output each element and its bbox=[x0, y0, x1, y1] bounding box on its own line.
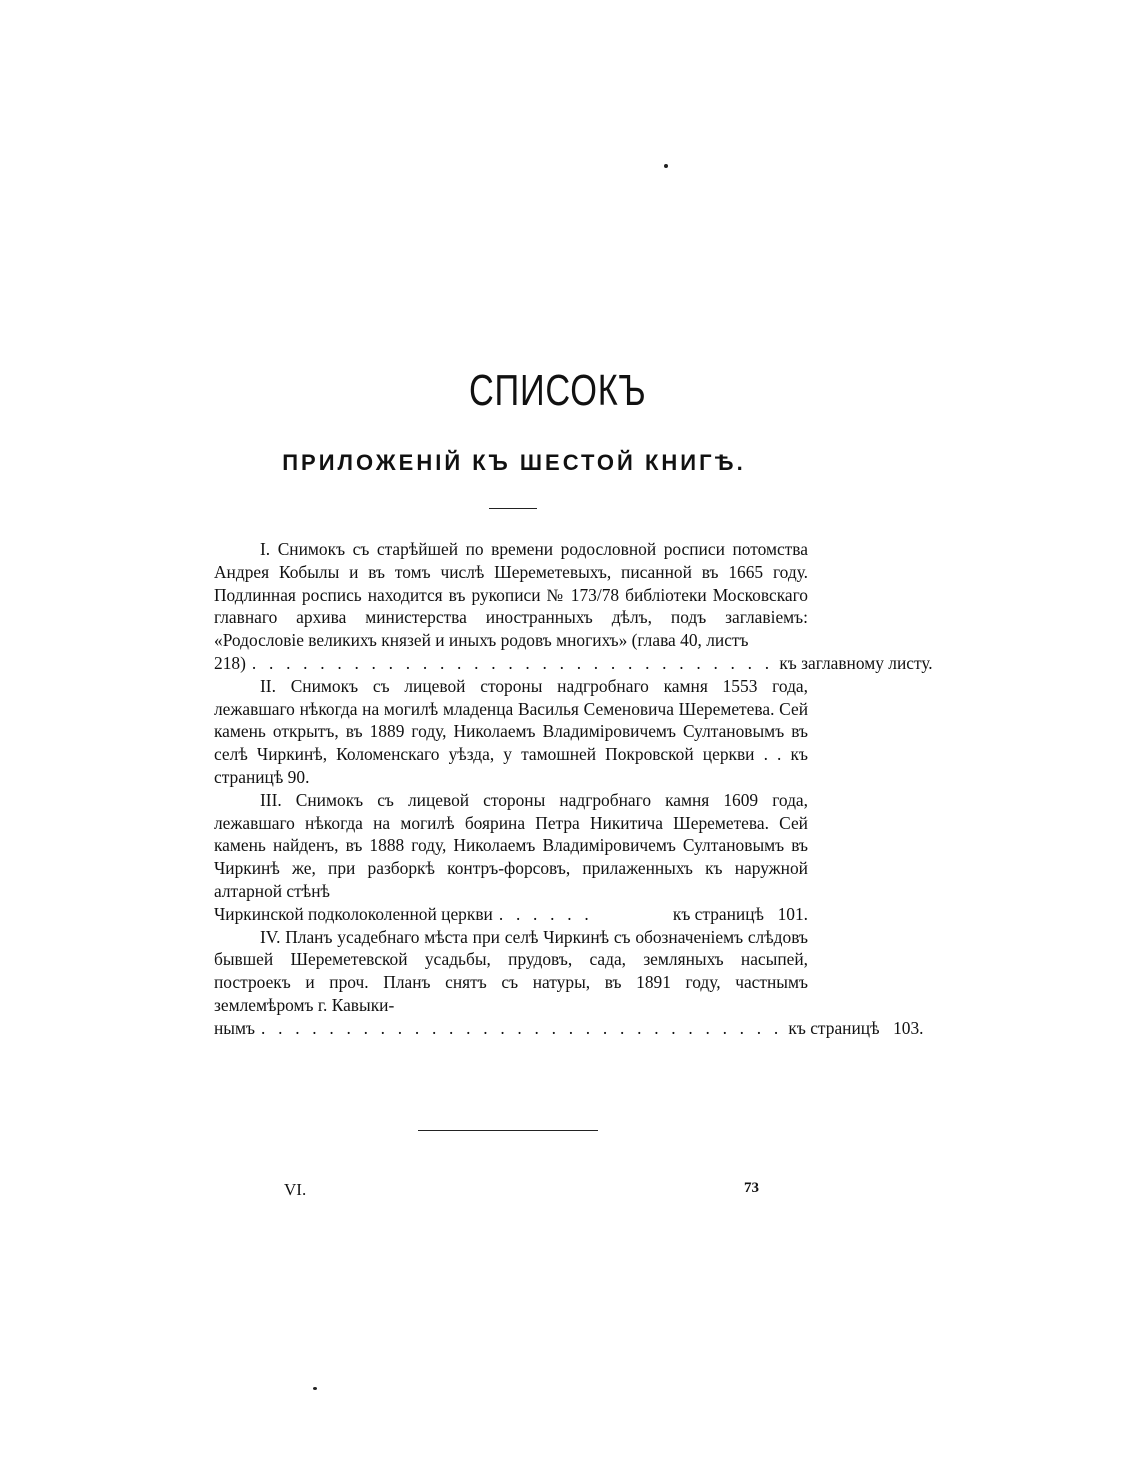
page-reference: къ страницѣ bbox=[214, 744, 808, 787]
dot-leader: . . . . . . bbox=[498, 903, 593, 924]
entry-text-tail: 218) bbox=[214, 652, 246, 673]
page-reference: къ заглавному листу. bbox=[779, 652, 933, 673]
entry-text-tail: нымъ bbox=[214, 1017, 255, 1038]
page-title: СПИСОКЪ bbox=[468, 366, 647, 415]
print-speck bbox=[313, 1387, 317, 1390]
entry-reference-line bbox=[214, 903, 808, 926]
entry-text: III. Снимокъ съ лицевой стороны надгробнаго камня 1609 года, лежавшаго нѣкогда на могилѣ боярина Петра Никитича Шереметева. Сей камень найденъ, въ 1888 году, Николаемъ Владиміровичемъ Султановымъ въ Чиркинѣ же, при разборкѣ контръ-форсовъ, прилаженныхъ къ наружной алтарной стѣнѣ bbox=[214, 789, 808, 901]
appendix-entry-4 bbox=[214, 926, 808, 1017]
dot-leader: . . . . . . . . . . . . . . . . . . . . . . . . . . . . . . . bbox=[251, 652, 774, 673]
entry-text: II. Снимокъ съ лицевой стороны надгробнаго камня 1553 года, лежавшаго нѣкогда на могилѣ младенца Василья Семеновича Шереметева. Сей камень открытъ, въ 1889 году, Николаемъ Владиміровичемъ Султановымъ въ селѣ Чиркинѣ, Коломенскаго уѣзда, у тамошней Покровской церкви . . bbox=[214, 675, 808, 765]
entry-text-tail: Чиркинской подколоколенной церкви bbox=[214, 903, 493, 924]
appendix-list bbox=[214, 538, 933, 1040]
page-reference: къ страницѣ bbox=[672, 903, 764, 924]
dot-leader: . . . . . . . . . . . . . . . . . . . . . . . . . . . . . . . bbox=[261, 1017, 783, 1038]
page-reference: къ страницѣ bbox=[788, 1017, 880, 1038]
page-subtitle: ПРИЛОЖЕНІЙ КЪ ШЕСТОЙ КНИГѢ. bbox=[282, 450, 746, 475]
entry-text: IV. Планъ усадебнаго мѣста при селѣ Чиркинѣ съ обозначеніемъ слѣдовъ бывшей Шереметевской усадьбы, прудовъ, сада, земляныхъ насыпей, построекъ и проч. Планъ снятъ съ натуры, въ 1891 году, частнымъ землемѣромъ г. Кавыки- bbox=[214, 926, 808, 1015]
appendix-entry-2 bbox=[214, 675, 808, 789]
page-number: 73 bbox=[744, 1180, 759, 1196]
page-number-ref: 101. bbox=[777, 903, 808, 924]
appendix-entry-3 bbox=[214, 789, 808, 903]
entry-reference-line bbox=[214, 652, 933, 675]
signature-mark: VI. bbox=[284, 1180, 307, 1199]
page-number-ref: 103. bbox=[893, 1017, 924, 1038]
print-speck bbox=[664, 164, 668, 168]
title-divider bbox=[489, 508, 537, 509]
appendix-entry-1 bbox=[214, 538, 808, 652]
entry-reference-line bbox=[214, 1017, 924, 1040]
page-number-ref: 90. bbox=[287, 766, 310, 787]
entry-text: I. Снимокъ съ старѣйшей по времени родословной росписи потомства Андрея Кобылы и въ томъ числѣ Шереметевыхъ, писанной въ 1665 году. Подлинная роспись находится въ рукописи № 173/78 библіотеки Московскаго главнаго архива министерства иностранныхъ дѣлъ, подъ заглавіемъ: «Родословіе великихъ князей и иныхъ родовъ многихъ» (глава 40, листъ bbox=[214, 539, 808, 651]
end-divider bbox=[418, 1130, 598, 1131]
